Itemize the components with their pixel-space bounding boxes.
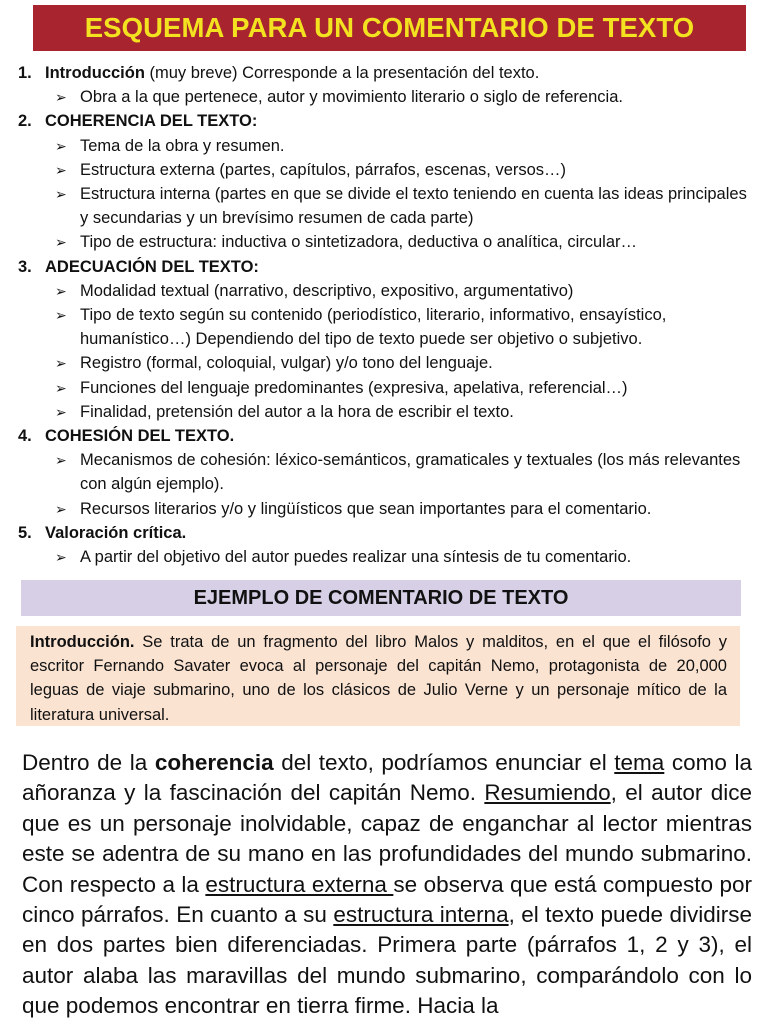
outline-bullet-text: Tipo de texto según su contenido (periodístico, literario, informativo, ensayístico, humanístico…) Dependiendo del tipo de texto puede ser objetivo o subjetivo. <box>80 306 667 349</box>
arrow-bullet-icon: ➢ <box>55 282 67 299</box>
outline-bullet <box>0 230 768 254</box>
arrow-bullet-icon: ➢ <box>55 355 67 372</box>
outline-bullet <box>0 448 768 496</box>
outline-bullet <box>0 400 768 424</box>
outline-item-heading: Introducción <box>45 64 145 82</box>
body-paragraph <box>22 748 752 1022</box>
outline-item-description: (muy breve) Corresponde a la presentación del texto. <box>144 64 540 82</box>
body-text-3: como la añoranza y la fascinación del capitán Nemo. <box>22 750 752 806</box>
outline-bullet-text: Tipo de estructura: inductiva o sintetizadora, deductiva o analítica, circular… <box>80 233 638 252</box>
outline-bullet-text: Obra a la que pertenece, autor y movimiento literario o siglo de referencia. <box>80 88 623 107</box>
body-text-5: se observa que está compuesto por cinco párrafos. En cuanto a su <box>22 871 753 928</box>
outline-bullet <box>0 497 768 521</box>
outline-item-heading: COHESIÓN DEL TEXTO. <box>45 427 235 446</box>
outline-bullet <box>0 279 768 303</box>
outline-bullet <box>0 85 768 109</box>
outline-list <box>0 61 768 569</box>
intro-text: Se trata de un fragmento del libro Malos y malditos, en el que el filósofo y escritor Fernando Savater evoca al personaje del capitán Nemo, protagonista de 20,000 leguas de viaje submarino, uno de los clásicos de Julio Verne y un personaje mítico de la literatura universal. <box>30 633 727 724</box>
outline-bullet-text: Recursos literarios y/o y lingüísticos que sean importantes para el comentario. <box>80 499 652 518</box>
outline-bullet <box>0 158 768 182</box>
outline-bullet-text: Funciones del lenguaje predominantes (expresiva, apelativa, referencial…) <box>80 378 628 397</box>
outline-bullet-text: Mecanismos de cohesión: léxico-semánticos, gramaticales y textuales (los más relevantes con algún ejemplo). <box>80 451 741 494</box>
outline-bullet <box>0 351 768 375</box>
outline-item-heading: COHERENCIA DEL TEXTO: <box>45 112 258 131</box>
arrow-bullet-icon: ➢ <box>55 186 67 203</box>
outline-bullet-text: Modalidad textual (narrativo, descriptivo, expositivo, argumentativo) <box>80 281 574 300</box>
arrow-bullet-icon: ➢ <box>55 403 67 420</box>
intro-label: Introducción. <box>30 633 135 651</box>
outline-bullet-text: Finalidad, pretensión del autor a la hora de escribir el texto. <box>80 402 514 421</box>
body-text-1: Dentro de la <box>22 750 155 775</box>
body-term-tema: tema <box>614 750 665 775</box>
outline-bullet-text: Tema de la obra y resumen. <box>80 136 285 155</box>
arrow-bullet-icon: ➢ <box>55 549 67 566</box>
outline-item-number: 5. <box>18 523 32 542</box>
outline-bullet <box>0 376 768 400</box>
arrow-bullet-icon: ➢ <box>55 500 67 517</box>
outline-bullet-text: Estructura externa (partes, capítulos, párrafos, escenas, versos…) <box>80 160 567 179</box>
outline-bullet <box>0 303 768 351</box>
outline-item <box>0 61 768 85</box>
arrow-bullet-icon: ➢ <box>55 137 67 154</box>
intro-box <box>16 626 740 726</box>
body-keyword-coherencia: coherencia <box>154 750 274 775</box>
arrow-bullet-icon: ➢ <box>55 452 67 469</box>
arrow-bullet-icon: ➢ <box>55 379 67 396</box>
outline-item <box>0 109 768 133</box>
arrow-bullet-icon: ➢ <box>55 307 67 324</box>
example-section-title: EJEMPLO DE COMENTARIO DE TEXTO <box>21 580 741 616</box>
outline-bullet-text: A partir del objetivo del autor puedes realizar una síntesis de tu comentario. <box>80 548 632 567</box>
body-term-resumiendo: Resumiendo <box>484 780 611 806</box>
outline-item <box>0 521 768 545</box>
outline-bullet-text: Estructura interna (partes en que se divide el texto teniendo en cuenta las ideas principales y secundarias y un brevísimo resumen de cada parte) <box>80 185 747 228</box>
outline-item-number: 4. <box>18 427 32 446</box>
outline-item-number: 3. <box>18 257 32 276</box>
body-text-6: , el texto puede dividirse en dos partes bien diferenciadas. Primera parte (párrafos 1, 2 y 3), el autor alaba las maravillas del mundo submarino, comparándolo con lo que podemos encontrar en tierra firme. Hacia la <box>22 902 752 1019</box>
outline-item-number: 1. <box>18 64 32 82</box>
outline-item-heading: ADECUACIÓN DEL TEXTO: <box>45 257 259 276</box>
outline-item <box>0 255 768 279</box>
outline-bullet <box>0 545 768 569</box>
outline-item-number: 2. <box>18 112 32 131</box>
arrow-bullet-icon: ➢ <box>55 234 67 251</box>
body-term-estructura-externa: estructura externa <box>205 871 394 897</box>
outline-bullet <box>0 182 768 230</box>
outline-item-heading: Valoración crítica. <box>45 523 187 542</box>
outline-bullet-text: Registro (formal, coloquial, vulgar) y/o tono del lenguaje. <box>80 354 493 373</box>
arrow-bullet-icon: ➢ <box>55 161 67 178</box>
page-title: ESQUEMA PARA UN COMENTARIO DE TEXTO <box>33 5 746 51</box>
outline-bullet <box>0 134 768 158</box>
outline-item <box>0 424 768 448</box>
body-text-4: , el autor dice que es un personaje inolvidable, capaz de enganchar al lector mientras este se adentra de su mano en las profundidades del mundo submarino. Con respecto a la <box>22 780 752 897</box>
body-term-estructura-interna: estructura interna <box>333 902 509 928</box>
body-text-2: del texto, podríamos enunciar el <box>273 750 615 775</box>
arrow-bullet-icon: ➢ <box>55 89 67 106</box>
